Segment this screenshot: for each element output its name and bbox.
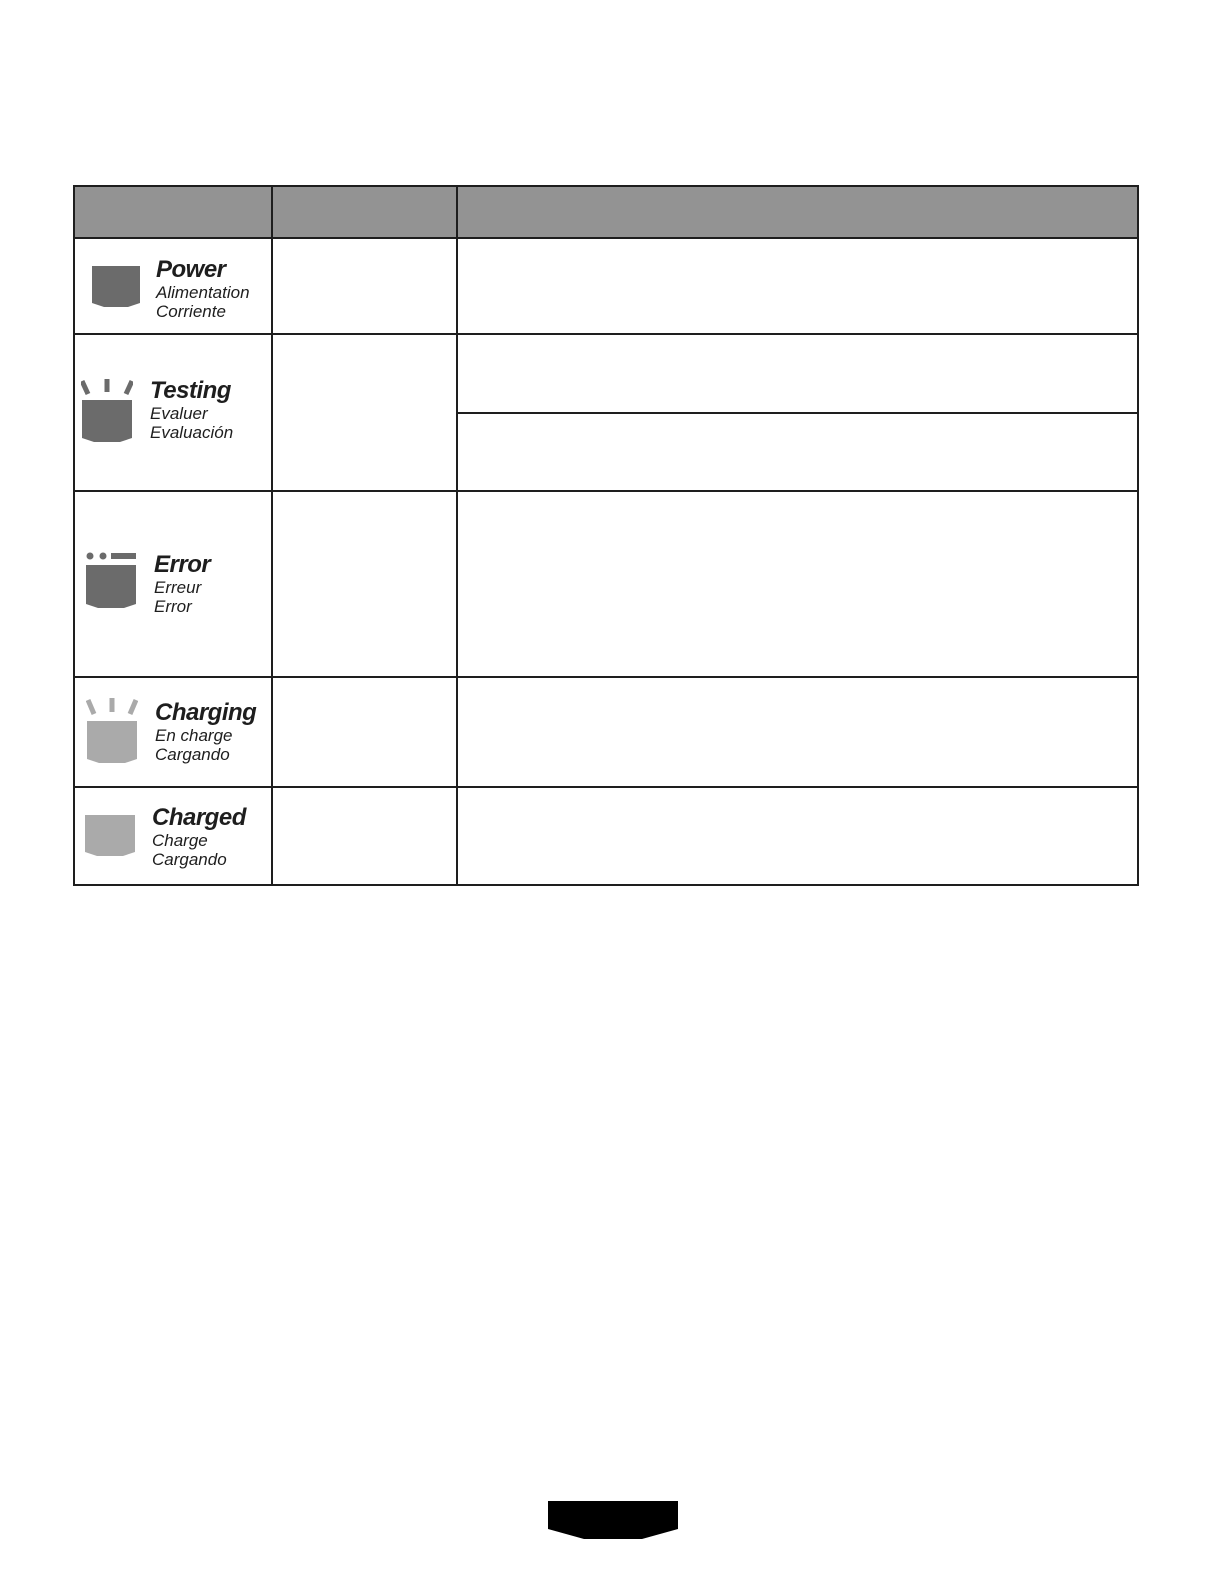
status-label-es: Error bbox=[154, 597, 192, 616]
battery-solid-light-icon bbox=[84, 814, 136, 858]
status-label-es: Corriente bbox=[156, 302, 226, 321]
table-row bbox=[75, 678, 1137, 786]
battery-blinking-dark-icon bbox=[85, 552, 137, 610]
status-label-en: Charged bbox=[152, 804, 246, 831]
status-label-fr: Charge bbox=[152, 831, 208, 850]
status-label-fr: Alimentation bbox=[156, 283, 250, 302]
status-label-en: Charging bbox=[155, 699, 257, 726]
status-cell-error bbox=[75, 492, 271, 676]
battery-flashing-light-icon bbox=[86, 697, 138, 765]
status-label-fr: En charge bbox=[155, 726, 233, 745]
status-cell-power bbox=[75, 239, 271, 333]
table-row bbox=[75, 335, 1137, 490]
status-label-en: Testing bbox=[150, 377, 231, 404]
page-number-tab-icon bbox=[547, 1500, 679, 1540]
status-label-es: Cargando bbox=[152, 850, 227, 869]
indicator-table bbox=[73, 185, 1139, 886]
status-label-es: Evaluación bbox=[150, 423, 234, 442]
battery-solid-dark-icon bbox=[91, 265, 141, 309]
status-label-es: Cargando bbox=[155, 745, 230, 764]
table-row bbox=[75, 788, 1137, 884]
battery-flashing-dark-icon bbox=[81, 378, 133, 444]
status-label-en: Error bbox=[154, 551, 211, 578]
table-header bbox=[75, 187, 1137, 239]
status-label-en: Power bbox=[156, 256, 226, 283]
status-cell-charging bbox=[75, 678, 271, 786]
table-row bbox=[75, 492, 1137, 676]
status-label-fr: Erreur bbox=[154, 578, 202, 597]
table-row bbox=[75, 239, 1137, 333]
status-cell-charged bbox=[75, 788, 271, 884]
status-label-fr: Evaluer bbox=[150, 404, 208, 423]
status-cell-testing bbox=[75, 335, 271, 490]
